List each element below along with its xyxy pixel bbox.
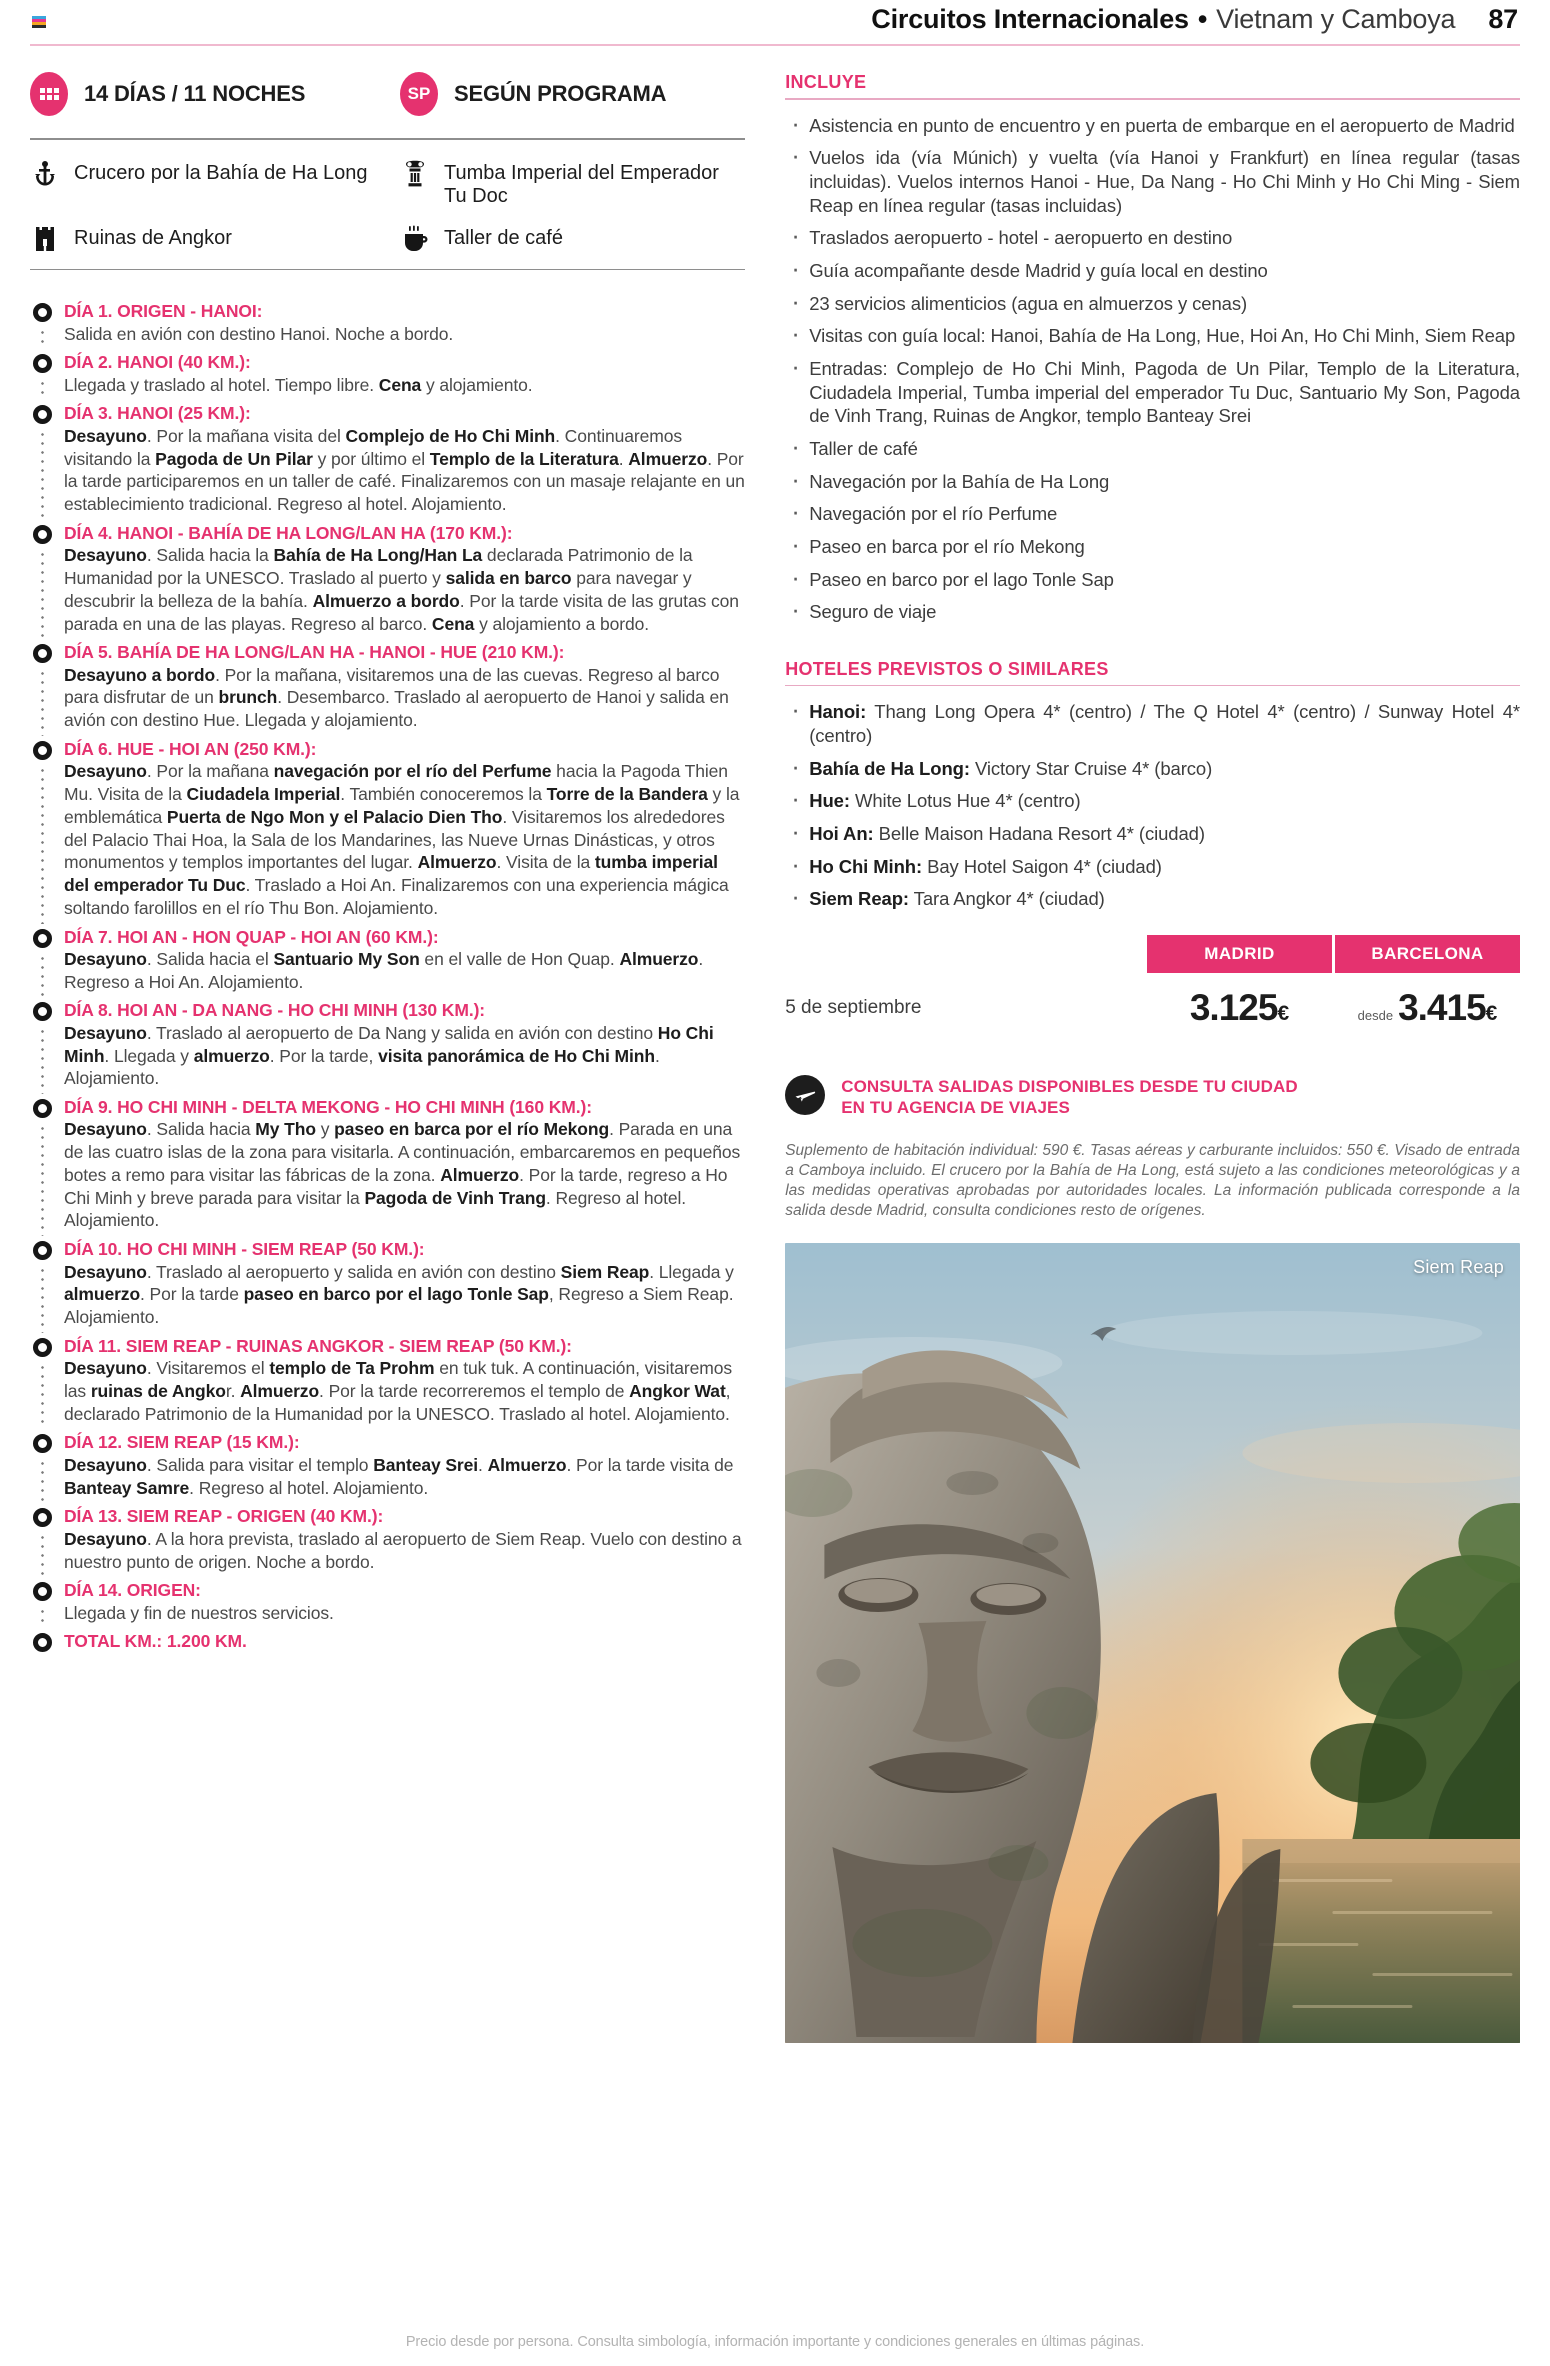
feature-row bbox=[30, 72, 745, 138]
hotels-item: · Hoi An: Belle Maison Hadana Resort 4* (ciudad) bbox=[785, 822, 1520, 846]
header-title-section: Circuitos Internacionales bbox=[871, 4, 1189, 34]
hotels-list bbox=[785, 700, 1520, 911]
day-connector-dots bbox=[41, 766, 44, 924]
day-body bbox=[64, 639, 745, 732]
day-marker bbox=[30, 400, 64, 515]
price-table bbox=[785, 935, 1520, 1039]
itinerary-day bbox=[30, 1094, 745, 1232]
page-number: 87 bbox=[1488, 4, 1518, 34]
day-description: Desayuno a bordo. Por la mañana, visitaremos una de las cuevas. Regreso al barco para disfrutar de un brunch. Desembarco. Traslado al aeropuerto de Hanoi y salida en avión con destino Hue. Llegada y alojamiento. bbox=[64, 664, 729, 731]
day-description: Desayuno. Por la mañana navegación por el río del Perfume hacia la Pagoda Thien Mu. Visita de la Ciudadela Imperial. También conoceremos la Torre de la Bandera y la emblemática Puerta de Ngo Mon y el Palacio Dien Tho. Visitaremos los alrededores del Palacio Thai Hoa, la Sala de los Mandarines, las Nueve Urnas Dinásticas, y otros monumentos y templos importantes del lugar. Almuerzo. Visita de la tumba imperial del emperador Tu Duc. Traslado a Hoi An. Finalizaremos con una experiencia mágica soltando farolillos en el río Thu Bon. Alojamiento. bbox=[64, 761, 740, 918]
header-divider bbox=[30, 44, 1520, 46]
itinerary-day bbox=[30, 639, 745, 732]
day-description: Desayuno. Por la mañana visita del Complejo de Ho Chi Minh. Continuaremos visitando la Pagoda de Un Pilar y por último el Templo de la Literatura. Almuerzo. Por la tarde participaremos en un taller de café. Finalizaremos con un masaje relajante en un establecimiento tradicional. Regreso al hotel. Alojamiento. bbox=[64, 425, 745, 515]
price-prefix-barcelona: desde bbox=[1357, 1008, 1394, 1024]
day-marker bbox=[30, 1503, 64, 1573]
highlight-label: Tumba Imperial del Emperador Tu Doc bbox=[444, 161, 719, 208]
consulta-text bbox=[841, 1075, 1298, 1119]
day-ring-icon bbox=[33, 1338, 52, 1357]
day-ring-icon bbox=[33, 644, 52, 663]
hotels-item: · Siem Reap: Tara Angkor 4* (ciudad) bbox=[785, 887, 1520, 911]
day-ring-icon bbox=[33, 1508, 52, 1527]
day-title: DÍA 5. BAHÍA DE HA LONG/LAN HA - HANOI - HUE (210 KM.): bbox=[64, 642, 565, 663]
day-body bbox=[64, 1333, 745, 1426]
day-description: Desayuno. Visitaremos el templo de Ta Prohm en tuk tuk. A continuación, visitaremos las ruinas de Angkor. Almuerzo. Por la tarde recorreremos el templo de Angkor Wat, declarado Patrimonio de la Humanidad por la UNESCO. Traslado al hotel. Alojamiento. bbox=[64, 1358, 732, 1424]
hotels-rule bbox=[785, 685, 1520, 687]
price-currency-barcelona: € bbox=[1485, 1002, 1498, 1026]
day-marker bbox=[30, 298, 64, 345]
consulta-line-1: CONSULTA SALIDAS DISPONIBLES DESDE TU CIUDAD bbox=[841, 1077, 1298, 1097]
feature-duration-label: 14 DÍAS / 11 NOCHES bbox=[84, 81, 306, 106]
right-column bbox=[775, 72, 1520, 2043]
day-title: DÍA 3. HANOI (25 KM.): bbox=[64, 403, 251, 424]
day-connector-dots bbox=[41, 430, 44, 519]
itinerary-day bbox=[30, 924, 745, 994]
photo-illustration bbox=[785, 1243, 1520, 2043]
day-connector-dots bbox=[41, 954, 44, 998]
day-body bbox=[64, 1577, 745, 1624]
day-body bbox=[64, 298, 745, 345]
coffee-cup-icon bbox=[400, 225, 430, 253]
day-marker bbox=[30, 924, 64, 994]
includes-item: · 23 servicios alimenticios (agua en almuerzos y cenas) bbox=[785, 292, 1520, 316]
highlight-item bbox=[30, 225, 400, 253]
day-title: TOTAL KM.: 1.200 KM. bbox=[64, 1631, 247, 1652]
itinerary-day bbox=[30, 1577, 745, 1624]
day-ring-icon bbox=[33, 1099, 52, 1118]
day-description: Llegada y fin de nuestros servicios. bbox=[64, 1602, 334, 1623]
day-marker bbox=[30, 639, 64, 732]
hotels-item: · Hanoi: Thang Long Opera 4* (centro) / The Q Hotel 4* (centro) / Sunway Hotel 4* (centro) bbox=[785, 700, 1520, 747]
price-currency-madrid: € bbox=[1277, 1002, 1290, 1026]
day-title: DÍA 12. SIEM REAP (15 KM.): bbox=[64, 1432, 300, 1453]
highlight-item bbox=[30, 160, 400, 209]
page-footer: Precio desde por persona. Consulta simbología, información importante y condiciones generales en últimas páginas. bbox=[405, 2334, 1145, 2350]
day-body bbox=[64, 1503, 745, 1573]
day-connector-dots bbox=[41, 1027, 44, 1094]
day-ring-icon bbox=[33, 1582, 52, 1601]
day-marker bbox=[30, 1094, 64, 1232]
day-body bbox=[64, 1628, 745, 1652]
itinerary-day bbox=[30, 1333, 745, 1426]
day-marker bbox=[30, 1577, 64, 1624]
day-connector-dots bbox=[41, 1266, 44, 1333]
highlight-label: Taller de café bbox=[444, 226, 563, 249]
destination-photo bbox=[785, 1243, 1520, 2043]
hotels-heading: HOTELES PREVISTOS O SIMILARES bbox=[785, 658, 1109, 679]
day-connector-dots bbox=[41, 1607, 44, 1628]
day-description: Salida en avión con destino Hanoi. Noche a bordo. bbox=[64, 323, 454, 344]
day-marker bbox=[30, 1236, 64, 1329]
highlights-divider bbox=[30, 269, 745, 271]
anchor-icon bbox=[30, 160, 60, 188]
highlights-block bbox=[30, 140, 745, 253]
day-marker bbox=[30, 1333, 64, 1426]
itinerary-day bbox=[30, 1429, 745, 1499]
day-description: Desayuno. A la hora prevista, traslado al aeropuerto de Siem Reap. Vuelo con destino a nuestro punto de origen. Noche a bordo. bbox=[64, 1528, 742, 1572]
header-title bbox=[871, 0, 1518, 35]
includes-item: · Navegación por la Bahía de Ha Long bbox=[785, 470, 1520, 494]
day-body bbox=[64, 736, 745, 920]
highlight-item bbox=[400, 225, 730, 253]
day-ring-icon bbox=[33, 1434, 52, 1453]
day-ring-icon bbox=[33, 303, 52, 322]
day-body bbox=[64, 1429, 745, 1499]
includes-list bbox=[785, 114, 1520, 624]
day-ring-icon bbox=[33, 929, 52, 948]
day-title: DÍA 8. HOI AN - DA NANG - HO CHI MINH (130 KM.): bbox=[64, 1000, 486, 1021]
includes-rule bbox=[785, 98, 1520, 100]
day-description: Llegada y traslado al hotel. Tiempo libre. Cena y alojamiento. bbox=[64, 374, 533, 395]
price-cell-madrid bbox=[1147, 987, 1332, 1029]
day-title: DÍA 4. HANOI - BAHÍA DE HA LONG/LAN HA (170 KM.): bbox=[64, 522, 513, 543]
includes-item: · Navegación por el río Perfume bbox=[785, 502, 1520, 526]
day-ring-icon bbox=[33, 741, 52, 760]
price-amount-barcelona: 3.415 bbox=[1398, 987, 1486, 1029]
day-connector-dots bbox=[41, 1533, 44, 1577]
publisher-logo-icon bbox=[32, 16, 50, 30]
price-table-header bbox=[785, 935, 1520, 973]
day-description: Desayuno. Salida hacia el Santuario My Son en el valle de Hon Quap. Almuerzo. Regreso a Hoi An. Alojamiento. bbox=[64, 948, 704, 992]
day-title: DÍA 6. HUE - HOI AN (250 KM.): bbox=[64, 738, 317, 759]
day-body bbox=[64, 1236, 745, 1329]
day-connector-dots bbox=[41, 1459, 44, 1503]
calendar-icon bbox=[30, 72, 68, 116]
price-column-madrid: MADRID bbox=[1147, 935, 1332, 973]
feature-regime-label: SEGÚN PROGRAMA bbox=[454, 81, 667, 106]
day-body bbox=[64, 400, 745, 515]
day-ring-icon bbox=[33, 1633, 52, 1652]
day-ring-icon bbox=[33, 405, 52, 424]
day-title: DÍA 10. HO CHI MINH - SIEM REAP (50 KM.): bbox=[64, 1239, 425, 1260]
header-title-destination: Vietnam y Camboya bbox=[1216, 4, 1456, 34]
photo-caption: Siem Reap bbox=[1413, 1257, 1504, 1278]
itinerary-day bbox=[30, 1503, 745, 1573]
highlight-label: Ruinas de Angkor bbox=[74, 226, 232, 249]
day-connector-dots bbox=[41, 669, 44, 736]
day-title: DÍA 14. ORIGEN: bbox=[64, 1580, 201, 1601]
day-description: Desayuno. Salida hacia la Bahía de Ha Long/Han La declarada Patrimonio de la Humanidad por la UNESCO. Traslado al puerto y salida en barco para navegar y descubrir la belleza de la bahía. Almuerzo a bordo. Por la tarde visita de las grutas con parada en una de las playas. Regreso al barco. Cena y alojamiento a bordo. bbox=[64, 545, 739, 634]
price-departure-date: 5 de septiembre bbox=[785, 997, 922, 1019]
legal-note: Suplemento de habitación individual: 590 €. Tasas aéreas y carburante incluidos: 550 €. Visado de entrada a Camboya incluido. El crucero por la Bahía de Ha Long, está sujeto a las condiciones meteorológicas y a las medidas operativas aprobadas por autoridades locales. La información publicada corresponde a la salida desde Madrid, consulta condiciones resto de orígenes. bbox=[785, 1141, 1520, 1220]
price-column-barcelona: BARCELONA bbox=[1335, 935, 1520, 973]
column-icon bbox=[400, 160, 430, 188]
hotels-item: · Ho Chi Minh: Bay Hotel Saigon 4* (ciudad) bbox=[785, 855, 1520, 879]
includes-item: · Guía acompañante desde Madrid y guía local en destino bbox=[785, 259, 1520, 283]
itinerary-day bbox=[30, 298, 745, 345]
includes-item: · Entradas: Complejo de Ho Chi Minh, Pagoda de Un Pilar, Templo de la Literatura, Ciudadela Imperial, Tumba imperial del emperador Tu Duc, Santuario My Son, Pagoda de Vinh Trang, Ruinas de Angkor, templo Banteay Srei bbox=[785, 357, 1520, 428]
day-title: DÍA 7. HOI AN - HON QUAP - HOI AN (60 KM.): bbox=[64, 926, 439, 947]
left-column bbox=[30, 72, 775, 2043]
itinerary-day bbox=[30, 997, 745, 1090]
itinerary-day bbox=[30, 349, 745, 396]
day-description: Desayuno. Salida hacia My Tho y paseo en barca por el río Mekong. Parada en una de las cuatro islas de la zona para visitarla. A continuación, embarcaremos en pequeños botes a remo para visitar las fábricas de la zona. Almuerzo. Por la tarde, regreso a Ho Chi Minh y breve parada para visitar la Pagoda de Vinh Trang. Regreso al hotel. Alojamiento. bbox=[64, 1119, 741, 1231]
day-connector-dots bbox=[41, 1363, 44, 1430]
day-marker bbox=[30, 997, 64, 1090]
itinerary-day bbox=[30, 736, 745, 920]
feature-duration bbox=[30, 72, 400, 116]
day-title: DÍA 2. HANOI (40 KM.): bbox=[64, 352, 251, 373]
hotels-item: · Hue: White Lotus Hue 4* (centro) bbox=[785, 789, 1520, 813]
day-marker bbox=[30, 1628, 64, 1652]
day-description: Desayuno. Traslado al aeropuerto y salida en avión con destino Siem Reap. Llegada y almuerzo. Por la tarde paseo en barco por el lago Tonle Sap, Regreso a Siem Reap. Alojamiento. bbox=[64, 1261, 734, 1328]
itinerary-day bbox=[30, 400, 745, 515]
castle-icon bbox=[30, 225, 60, 253]
day-body bbox=[64, 520, 745, 635]
includes-item: · Vuelos ida (vía Múnich) y vuelta (vía Hanoi y Frankfurt) en línea regular (tasas incluidas). Vuelos internos Hanoi - Hue, Da Nang - Ho Chi Minh y Ho Chi Ming - Siem Reap en línea regular (tasas incluidas) bbox=[785, 146, 1520, 217]
day-body bbox=[64, 349, 745, 396]
day-body bbox=[64, 1094, 745, 1232]
day-title: DÍA 1. ORIGEN - HANOI: bbox=[64, 301, 263, 322]
day-title: DÍA 11. SIEM REAP - RUINAS ANGKOR - SIEM REAP (50 KM.): bbox=[64, 1335, 572, 1356]
header-separator: • bbox=[1197, 4, 1208, 34]
itinerary-day bbox=[30, 1236, 745, 1329]
day-marker bbox=[30, 1429, 64, 1499]
price-table-row bbox=[785, 973, 1520, 1039]
price-amount-madrid: 3.125 bbox=[1189, 987, 1278, 1029]
day-marker bbox=[30, 349, 64, 396]
page-header bbox=[30, 0, 1520, 42]
day-title: DÍA 9. HO CHI MINH - DELTA MEKONG - HO CHI MINH (160 KM.): bbox=[64, 1097, 592, 1118]
day-marker bbox=[30, 736, 64, 920]
includes-item: · Seguro de viaje bbox=[785, 600, 1520, 624]
consulta-banner bbox=[785, 1075, 1520, 1119]
highlight-label: Crucero por la Bahía de Ha Long bbox=[74, 161, 368, 184]
day-title: DÍA 13. SIEM REAP - ORIGEN (40 KM.): bbox=[64, 1506, 384, 1527]
includes-item: · Traslados aeropuerto - hotel - aeropuerto en destino bbox=[785, 226, 1520, 250]
day-connector-dots bbox=[41, 328, 44, 349]
itinerary-day bbox=[30, 1628, 745, 1652]
includes-item: · Visitas con guía local: Hanoi, Bahía de Ha Long, Hue, Hoi An, Ho Chi Minh, Siem Reap bbox=[785, 324, 1520, 348]
airplane-circle-icon bbox=[785, 1075, 825, 1115]
itinerary-list bbox=[30, 298, 745, 1653]
includes-heading: INCLUYE bbox=[785, 72, 867, 92]
sp-badge-icon: SP bbox=[400, 72, 438, 116]
includes-item: · Paseo en barco por el lago Tonle Sap bbox=[785, 568, 1520, 592]
day-ring-icon bbox=[33, 1241, 52, 1260]
day-ring-icon bbox=[33, 354, 52, 373]
day-connector-dots bbox=[41, 550, 44, 639]
hotels-item: · Bahía de Ha Long: Victory Star Cruise 4* (barco) bbox=[785, 757, 1520, 781]
includes-item: · Asistencia en punto de encuentro y en puerta de embarque en el aeropuerto de Madrid bbox=[785, 114, 1520, 138]
day-description: Desayuno. Salida para visitar el templo Banteay Srei. Almuerzo. Por la tarde visita de Banteay Samre. Regreso al hotel. Alojamiento. bbox=[64, 1454, 734, 1498]
itinerary-day bbox=[30, 520, 745, 635]
highlight-item bbox=[400, 160, 730, 209]
day-connector-dots bbox=[41, 1124, 44, 1236]
includes-item: · Paseo en barca por el río Mekong bbox=[785, 535, 1520, 559]
consulta-line-2: EN TU AGENCIA DE VIAJES bbox=[841, 1098, 1070, 1118]
day-marker bbox=[30, 520, 64, 635]
day-description: Desayuno. Traslado al aeropuerto de Da Nang y salida en avión con destino Ho Chi Minh. Llegada y almuerzo. Por la tarde, visita panorámica de Ho Chi Minh. Alojamiento. bbox=[64, 1022, 714, 1089]
day-ring-icon bbox=[33, 1002, 52, 1021]
day-connector-dots bbox=[41, 379, 44, 400]
day-ring-icon bbox=[33, 525, 52, 544]
day-body bbox=[64, 997, 745, 1090]
day-body bbox=[64, 924, 745, 994]
price-cell-barcelona bbox=[1335, 987, 1520, 1029]
includes-item: · Taller de café bbox=[785, 437, 1520, 461]
feature-regime bbox=[400, 72, 730, 116]
